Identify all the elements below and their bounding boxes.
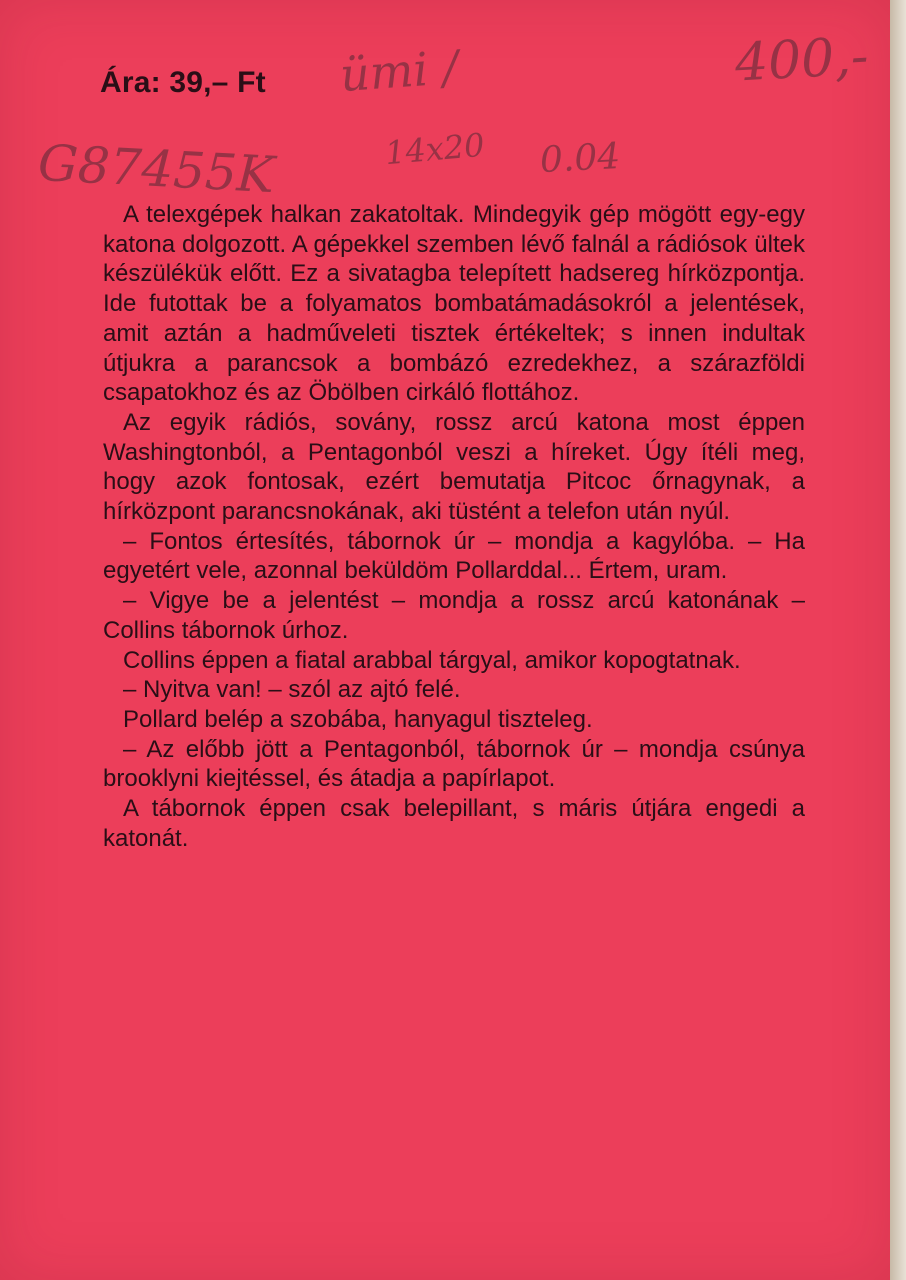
price-label: Ára: 39,– Ft — [100, 66, 266, 99]
paragraph: – Vigye be a jelentést – mondja a rossz arcú katonának – Collins tábornok úrhoz. — [103, 587, 805, 644]
handwritten-size-note: 14x20 — [383, 125, 486, 173]
paragraph: Collins éppen a fiatal arabbal tárgyal, amikor kopogtatnak. — [123, 646, 741, 674]
handwritten-number-note: 0.04 — [538, 135, 622, 182]
paragraph: Pollard belép a szobába, hanyagul tiszteleg. — [123, 705, 593, 733]
paragraph: – Az előbb jött a Pentagonból, tábornok úr – mondja csúnya brooklyni kiejtéssel, és átadja a papírlapot. — [103, 735, 805, 793]
paragraph: A telexgépek halkan zakatoltak. Mindegyik gép mögött egy-egy katona dolgozott. A gépekkel szemben lévő falnál a rádiósok ültek készülékük előtt. Ez a sivatagba telepített hadsereg hírközpontja. Ide futottak be a folyamatos bombatámadásokról a jelentések, amit aztán a hadműveleti tisztek értékeltek; s innen indultak útjukra a parancsok a bombázó ezredekhez, a szárazföldi csapatokhoz és az Öbölben cirkáló flottához. — [103, 201, 805, 407]
handwritten-catalog-code: G87455K — [36, 133, 276, 205]
handwritten-note: ümi / — [338, 39, 460, 103]
excerpt-text — [103, 200, 805, 853]
paragraph: – Fontos értesítés, tábornok úr – mondja a kagylóba. – Ha egyetért vele, azonnal beküldöm Pollarddal... Értem, uram. — [103, 527, 805, 585]
paragraph: – Nyitva van! – szól az ajtó felé. — [123, 676, 461, 704]
paragraph: A tábornok éppen csak belepillant, s máris útjára engedi a katonát. — [103, 795, 805, 852]
handwritten-price-note: 400,- — [733, 26, 870, 94]
page-edge — [890, 0, 906, 1280]
paragraph: Az egyik rádiós, sovány, rossz arcú katona most éppen Washingtonból, a Pentagonból veszi a híreket. Úgy ítéli meg, hogy azok fontosak, ezért bemutatja Pitcoc őrnagynak, a hírközpont parancsnokának, aki tüstént a telefon után nyúl. — [103, 408, 805, 526]
